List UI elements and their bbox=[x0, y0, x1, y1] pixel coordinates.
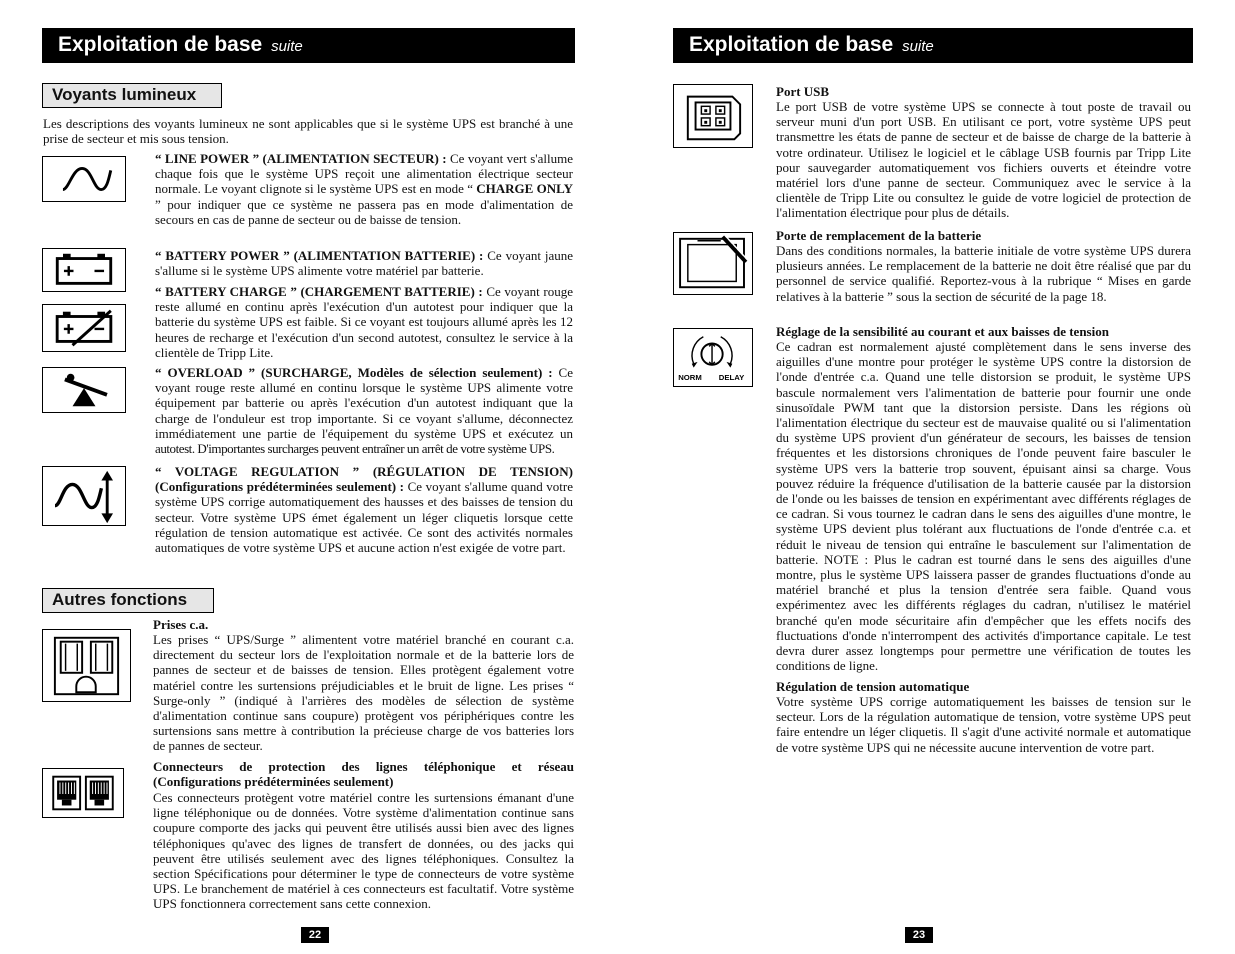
avr-text: Votre système UPS corrige automatiquement les baisses de tension sur le secteur. Lors de la régulation automatique de tension, votre système UPS peut faire entendre un léger cliquetis. Il s'agit d'une activité normale et automatique de votre système UPS qui ne nécessite aucune intervention de votre part. bbox=[776, 694, 1191, 755]
phone-network-heading: Connecteurs de protection des lignes téléphonique et réseau (Configurations prédéterminées seulement) bbox=[153, 759, 574, 790]
ac-outlets-text: Les prises “ UPS/Surge ” alimentent votre matériel branché en courant c.a. directement du secteur lors de l'exploitation normale et de la batterie lors de pannes de secteur et de baisses de tension. Elles protègent également votre matériel contre les surtensions préjudiciables et le bruit de ligne. Les prises “ Surge-only ” (indiqué à l'arrières des modèles de sélection de système d'alimentation continue sans coupure) protègent vos périphériques contre les surtensions sans mettre à contribution la précieuse charge de vos batteries lors de pannes de secteur. bbox=[153, 632, 574, 754]
voyants-intro: Les descriptions des voyants lumineux ne sont applicables que si le système UPS est branché à une prise de secteur et mis sous tension. bbox=[43, 116, 573, 147]
overload-label: “ OVERLOAD ” (SURCHARGE, Modèles de sélection seulement) : bbox=[155, 365, 553, 380]
overload-text-end: autotest. D'importantes surcharges peuvent entraîner un arrêt de votre système UPS. bbox=[155, 441, 555, 457]
line-power-text-2: ” pour indiquer que ce système ne passera pas en mode d'alimentation de secours en cas de panne de secteur ou de baisse de tension. bbox=[155, 196, 573, 227]
ac-outlets-heading: Prises c.a. bbox=[153, 617, 209, 632]
avr-heading: Régulation de tension automatique bbox=[776, 679, 970, 694]
right-header-title: Exploitation de base bbox=[689, 33, 894, 56]
line-power-description bbox=[155, 151, 573, 227]
voltage-regulation-label: “ VOLTAGE REGULATION ” (RÉGULATION DE TENSION) (Configurations prédéterminées seulement) : bbox=[155, 464, 573, 495]
dial-label-norm: NORM bbox=[678, 373, 702, 383]
right-page-number: 23 bbox=[905, 927, 933, 943]
battery-door-text: Dans des conditions normales, la batterie initiale de votre système UPS durera plusieurs années. Le remplacement de la batterie ne doit être réalisé que par du personnel de service qualifié. Reportez-vous à la rubrique “ Mises en garde relatives à la batterie ” sous la section de sécurité de la page 18. bbox=[776, 243, 1191, 304]
battery-icon bbox=[42, 248, 126, 292]
dial-label-delay: DELAY bbox=[718, 373, 745, 383]
voltage-regulation-icon bbox=[42, 466, 126, 526]
battery-charge-text: Ce voyant rouge reste allumé en continu après l'exécution d'un autotest pour indiquer que la batterie du système UPS est faible. Si ce voyant est toujours allumé après les 12 heures de recharge et l'exécution d'un second autotest, consultez le service à la clientèle de Tripp Lite. bbox=[155, 284, 574, 360]
right-header-suffix: suite bbox=[902, 38, 934, 55]
usb-port-heading: Port USB bbox=[776, 84, 830, 99]
battery-slash-icon bbox=[42, 304, 126, 352]
left-page-header bbox=[42, 28, 575, 63]
line-power-text: Ce voyant vert s'allume chaque fois que le système UPS reçoit une alimentation électrique secteur normale. Le voyant clignote si le système UPS est en mode “ bbox=[155, 151, 574, 197]
line-power-label: “ LINE POWER ” (ALIMENTATION SECTEUR) : bbox=[155, 151, 447, 166]
phone-network-text: Ces connecteurs protègent votre matériel contre les surtensions émanant d'une ligne téléphonique ou de données. Votre système d'alimentation continue sans coupure comporte des jacks qui peuvent être utilisés aussi bien avec des lignes téléphoniques qu'avec des lignes de transfert de données, ou des jacks qui peuvent être utilisés seulement avec des lignes téléphoniques. Consultez la section Spécifications pour déterminer le type de connecteurs de votre système UPS. Le branchement de matériel à ces connecteurs est facultatif. Votre système UPS fonctionnera correctement sans cette connexion. bbox=[153, 790, 574, 912]
sensitivity-heading: Réglage de la sensibilité au courant et aux baisses de tension bbox=[776, 324, 1109, 339]
battery-door-heading: Porte de remplacement de la batterie bbox=[776, 228, 982, 243]
ac-outlets-icon bbox=[42, 629, 131, 702]
usb-port-icon bbox=[673, 84, 753, 148]
sine-wave-icon bbox=[42, 156, 126, 202]
left-header-suffix: suite bbox=[271, 38, 303, 55]
right-page-header bbox=[673, 28, 1193, 63]
battery-door-icon bbox=[673, 232, 753, 295]
usb-port-text: Le port USB de votre système UPS se connecte à tout poste de travail ou serveur muni d'un port USB. En utilisant ce port, votre système UPS peut transmettre les états de panne de secteur et de baisse de charge de la batterie à votre ordinateur. Utilisez le logiciel et le câblage USB fournis par Tripp Lite pour sauvegarder automatiquement vos fichiers ouverts et éteindre votre matériel lors d'une panne de secteur. Communiquez avec le service à la clientèle de Tripp Lite ou consultez le guide de votre logiciel de protection de l'alimentation électrique pour plus de détails. bbox=[776, 99, 1191, 221]
left-page-number: 22 bbox=[301, 927, 329, 943]
overload-text: Ce voyant rouge reste allumé en continu lorsque le système UPS alimente votre équipement par batterie ou après l'exécution d'un autotest indiquant que la charge de l'onduleur est trop importante. Si ce voyant s'allume, déconnectez immédiatement une partie de l'équipement du système UPS et exécutez un bbox=[155, 365, 573, 441]
battery-power-label: “ BATTERY POWER ” (ALIMENTATION BATTERIE) : bbox=[155, 248, 484, 263]
sensitivity-text: Ce cadran est normalement ajusté complètement dans le sens inverse des aiguilles d'une montre pour protéger le système UPS contre la distorsion de l'onde d'entrée c.a. Quand une telle distorsion se produit, le système UPS bascule normalement vers l'alimentation de batterie pour fournir une onde sinusoïdale PWM tant que la distorsion persiste. Dans les régions où l'alimentation électrique du secteur est de mauvaise qualité ou si l'alimentation du système UPS provient d'un générateur de secours, les baisses de tension fréquentes et les distorsions chroniques de l'onde peuvent faire basculer le système UPS vers la batterie trop souvent, épuisant ainsi sa charge. Vous pouvez réduire la fréquence d'utilisation de la batterie causée par la distorsion de l'onde ou les baisses de tension en expérimentant avec différents réglages de ce cadran. Si vous tournez le cadran dans le sens des aiguilles d'une montre, le système UPS devient plus tolérant aux fluctuations de l'onde d'entrée c.a. et réduit le niveau de tension qui entraîne le basculement sur l'alimentation de batterie. NOTE : Plus le cadran est tourné dans le sens des aiguilles d'une montre, plus le système UPS laissera passer de grandes fluctuations d'onde au matériel branché et plus la tension d'entrée sera faible. Quand vous expérimentez avec les différents réglages du cadran, n'utilisez le matériel branché qu'en mode sécuritaire afin d'empêcher que les effets nocifs des fluctuations d'onde n'interrompent des activités d'importance capitale. Le test devra durer assez longtemps pour permettre une vérification de toutes les conditions de ligne. bbox=[776, 339, 1191, 674]
sensitivity-dial-icon[interactable] bbox=[673, 328, 753, 387]
battery-charge-label: “ BATTERY CHARGE ” (CHARGEMENT BATTERIE) : bbox=[155, 284, 483, 299]
charge-only-label: CHARGE ONLY bbox=[476, 181, 573, 197]
battery-power-description bbox=[155, 248, 573, 278]
battery-charge-description bbox=[155, 284, 573, 360]
voltage-regulation-description bbox=[155, 464, 573, 555]
voltage-regulation-text: Ce voyant s'allume quand votre système UPS corrige automatiquement des hausses et des baisses de tension du secteur. Votre système UPS émet également un léger cliquetis lorsque cette régulation de tension automatique est activée. Ce sont des activités normales automatiques de votre système UPS et aucune action n'est exigée de votre part. bbox=[155, 479, 573, 556]
battery-power-text: Ce voyant jaune s'allume si le système UPS alimente votre matériel par batterie. bbox=[155, 248, 573, 279]
voyants-section-title: Voyants lumineux bbox=[42, 83, 222, 108]
autres-fonctions-section-title: Autres fonctions bbox=[42, 588, 214, 613]
left-header-title: Exploitation de base bbox=[58, 33, 263, 56]
overload-description bbox=[155, 365, 573, 456]
phone-network-jacks-icon bbox=[42, 768, 124, 818]
overload-seesaw-icon bbox=[42, 367, 126, 413]
